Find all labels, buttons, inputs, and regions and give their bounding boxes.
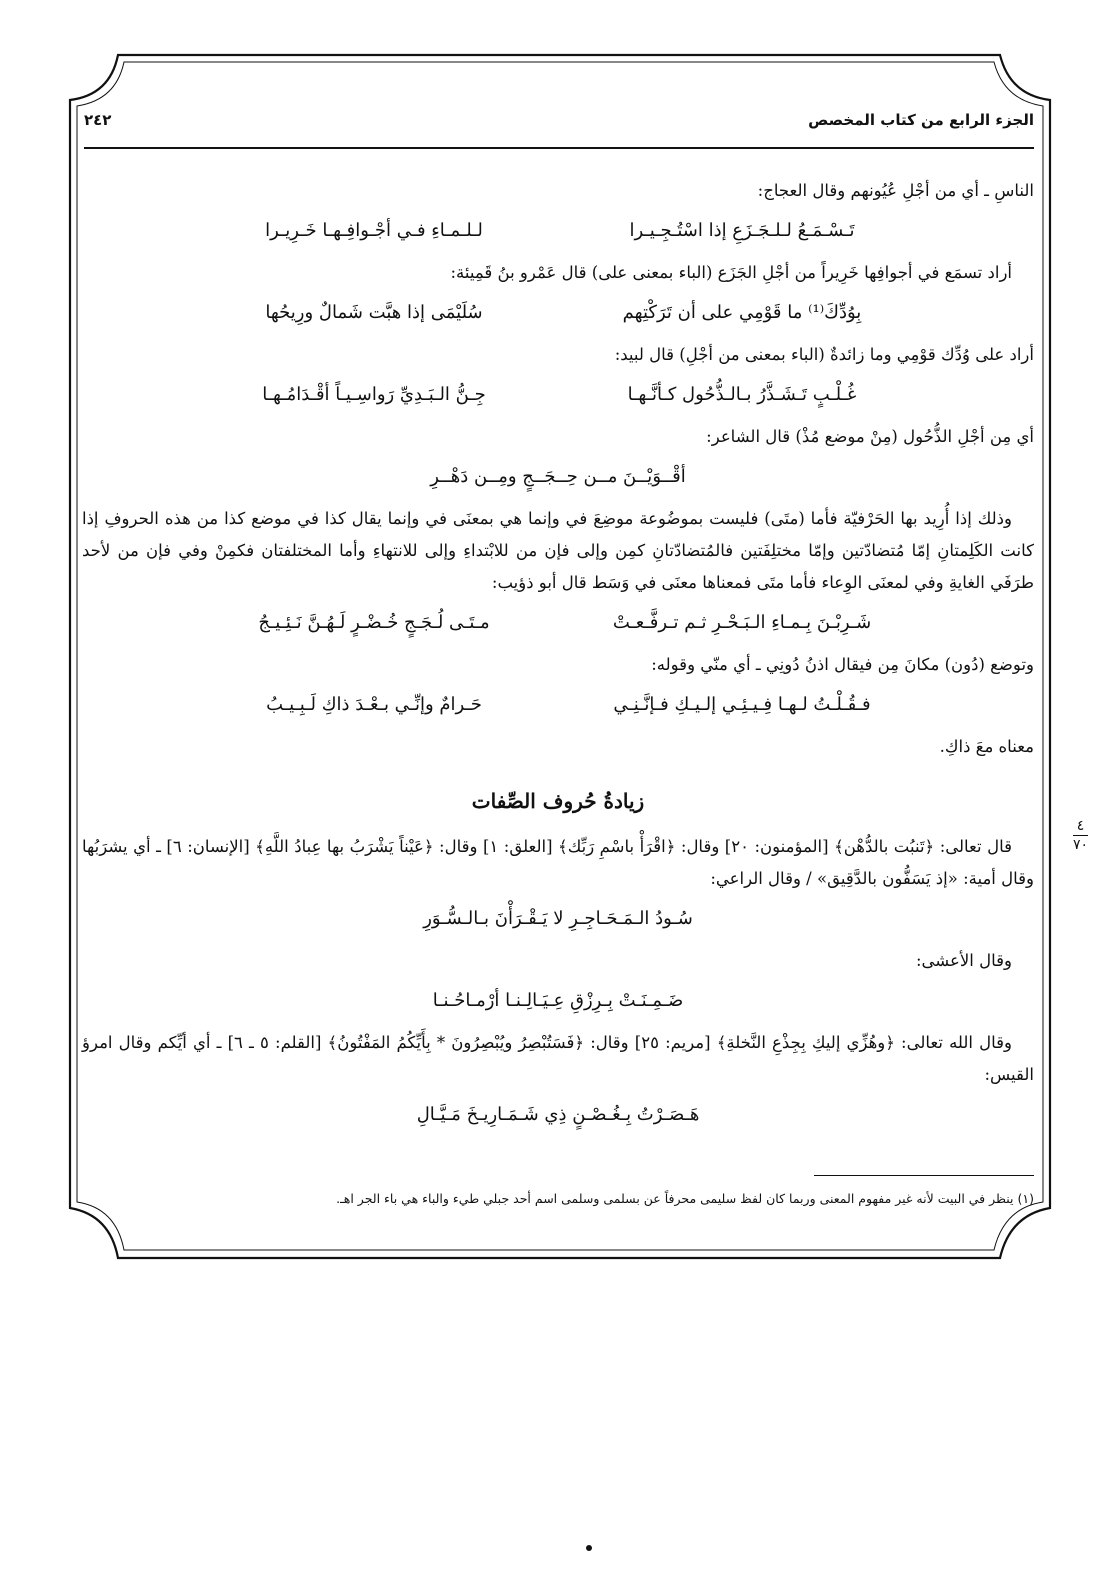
paragraph: وتوضع (دُون) مكانَ مِن فيقال اذنُ دُونِي ـ أي منّي وقوله: [651,655,1034,674]
scan-speck [586,1545,592,1551]
running-header [84,103,1034,133]
paragraph: وقال الأعشى: [916,951,1012,970]
page-number: ٢٤٢ [84,111,112,129]
verse-hemistich: ضَـمِـنَـتْ بِـرِزْقِ عِـيَـالِـنـا أرْمـاحُـنـا [432,990,684,1011]
verse-hemistich-first: تَـسْـمَـعُ لـلـجَـزَعِ إذا اسْتُـجِـيـرا [629,220,855,241]
verse-line [82,689,1034,721]
paragraph: وقال الله تعالى: ﴿وهُزِّي إليكِ بِجِذْعِ النَّخلةِ﴾ [مريم: ٢٥] وقال: ﴿فَسَتُبْصِرُ ويُبْصِرُونَ * بِأَيِّكُمُ المَفْتُونُ﴾ [القلم: ٥ ـ ٦] ـ أي أيِّكم وقال امرؤ القيس: [82,1033,1034,1084]
footnote: (١) ينظر في البيت لأنه غير مفهوم المعنى وربما كان لفظ سليمى محرفاً عن بسلمى وسلمى اسم أحد جبلي طيء والباء هي باء الجر اهـ. [336,1191,1034,1206]
book-title: الجزء الرابع من كتاب المخصص [808,111,1034,129]
verse-hemistich-first: فـقُـلْـتُ لـهـا فِـيـئِـي إلـيـكِ فـإنَّـنِـي [613,694,871,715]
verse-hemistich-second: حَـرامٌ وإنِّـي بـعْـدَ ذاكِ لَـبِـيـبُ [266,694,482,715]
footnote-rule [814,1175,1034,1176]
paragraph: وذلك إذا أُرِيد بها الحَرْفيّة فأما (متَى) فليست بموضُوعة موضِعَ في وإنما هي بمعنَى في وإنما يقال كذا في موضع كذا من هذه الحروفِ إذا كانت الكَلِمتانِ إمّا مُتضادّتين وإمّا مختلِفَتين فالمُتضادّتانِ كمِن وإلى فإن من للابْتداءِ وإلى للانتهاءِ وأما المختلفتان فكمِنْ وفي فإن من لأحد طرَفَي الغايةِ وفي لمعنَى الوِعاء فأما متَى فمعناها معنَى في وَسَط قال أبو ذؤيب: [82,509,1034,592]
verse-hemistich-first: شَـرِبْـنَ بِـمـاءِ الـبَـحْـرِ ثـم تـرفَّـعـتْ [612,612,872,633]
verse-hemistich-second: لـلـمـاءِ فـي أجْـوافِـهـا خَـرِيـرا [265,220,483,241]
verse-line [82,215,1034,247]
paragraph: أراد على وُدِّك قوْمِي وما زائدةٌ (الباء بمعنى من أجْلِ) قال لبيد: [614,345,1034,364]
verse-line [82,297,1034,329]
paragraph: الناسِ ـ أي من أجْلِ عُيُونهم وقال العجاج: [757,181,1034,200]
verse-hemistich-second: مـتَـى لُـجَـجٍ خُـضْـرٍ لَـهُـنَّ نَـئِـيـجُ [258,612,490,633]
verse-line [82,1099,1034,1131]
paragraph: قال تعالى: ﴿تَنبُت بالدُّهْن﴾ [المؤمنون: ٢٠] وقال: ﴿اقْرَأْ باسْمِ رَبِّك﴾ [العلق: ١] وقال: ﴿عَيْناً يَشْرَبُ بها عِبادُ اللَّهِ﴾ [الإنسان: ٦] ـ أي يشرَبُها وقال أمية: «إذ يَسَفُّون بالدَّقِيق» / وقال الراعي: [82,837,1034,888]
verse-hemistich-first: بِوُدِّكَ⁽¹⁾ ما قَوْمِي على أن تَرَكْتِهم [622,302,862,323]
section-title: زيادةُ حُروف الصِّفات [471,789,645,813]
verse-hemistich: سُـودُ الـمَـحَـاجِـرِ لا يَـقْـرَأْنَ بـالـسُّـوَرِ [423,908,693,929]
verse-hemistich-second: سُلَيْمَى إذا هبَّت شَمالٌ ورِيحُها [265,302,483,323]
margin-ref-top: ٤ [1073,817,1088,836]
header-rule [84,147,1034,149]
paragraph: أي مِن أجْلِ الذُّحُول (مِنْ موضع مُذْ) قال الشاعر: [706,427,1034,446]
verse-hemistich: هَـصَـرْتُ بِـغُـصْـنٍ ذِي شَـمَـارِيـخَ مَـيَّـالِ [416,1104,700,1125]
verse-hemistich-first: غُـلْـبٍ تَـشَـذَّرُ بـالـذُّحُول كـأنَّـهـا [627,384,857,405]
verse-line [82,607,1034,639]
page-content [82,95,1088,1275]
main-text [82,175,1034,1141]
margin-page-reference [1073,817,1088,854]
verse-hemistich-second: جِـنُّ الـبَـدِيِّ رَواسِـيـاً أقْـدَامُـهـا [262,384,486,405]
paragraph: أراد تسمَع في أجوافِها خَرِيراً من أجْلِ الجَزَع (الباء بمعنى على) قال عَمْرو بنُ قَمِيئة: [450,263,1012,282]
verse-line [82,985,1034,1017]
verse-line [82,379,1034,411]
margin-ref-bottom: ٧٠ [1072,837,1088,853]
verse-line [82,903,1034,935]
verse-line [82,461,1034,493]
paragraph: معناه معَ ذاكِ. [939,737,1034,756]
verse-hemistich: أقْــوَيْــنَ مــن حِــجَــجٍ ومِــن دَهْــرِ [430,466,686,487]
